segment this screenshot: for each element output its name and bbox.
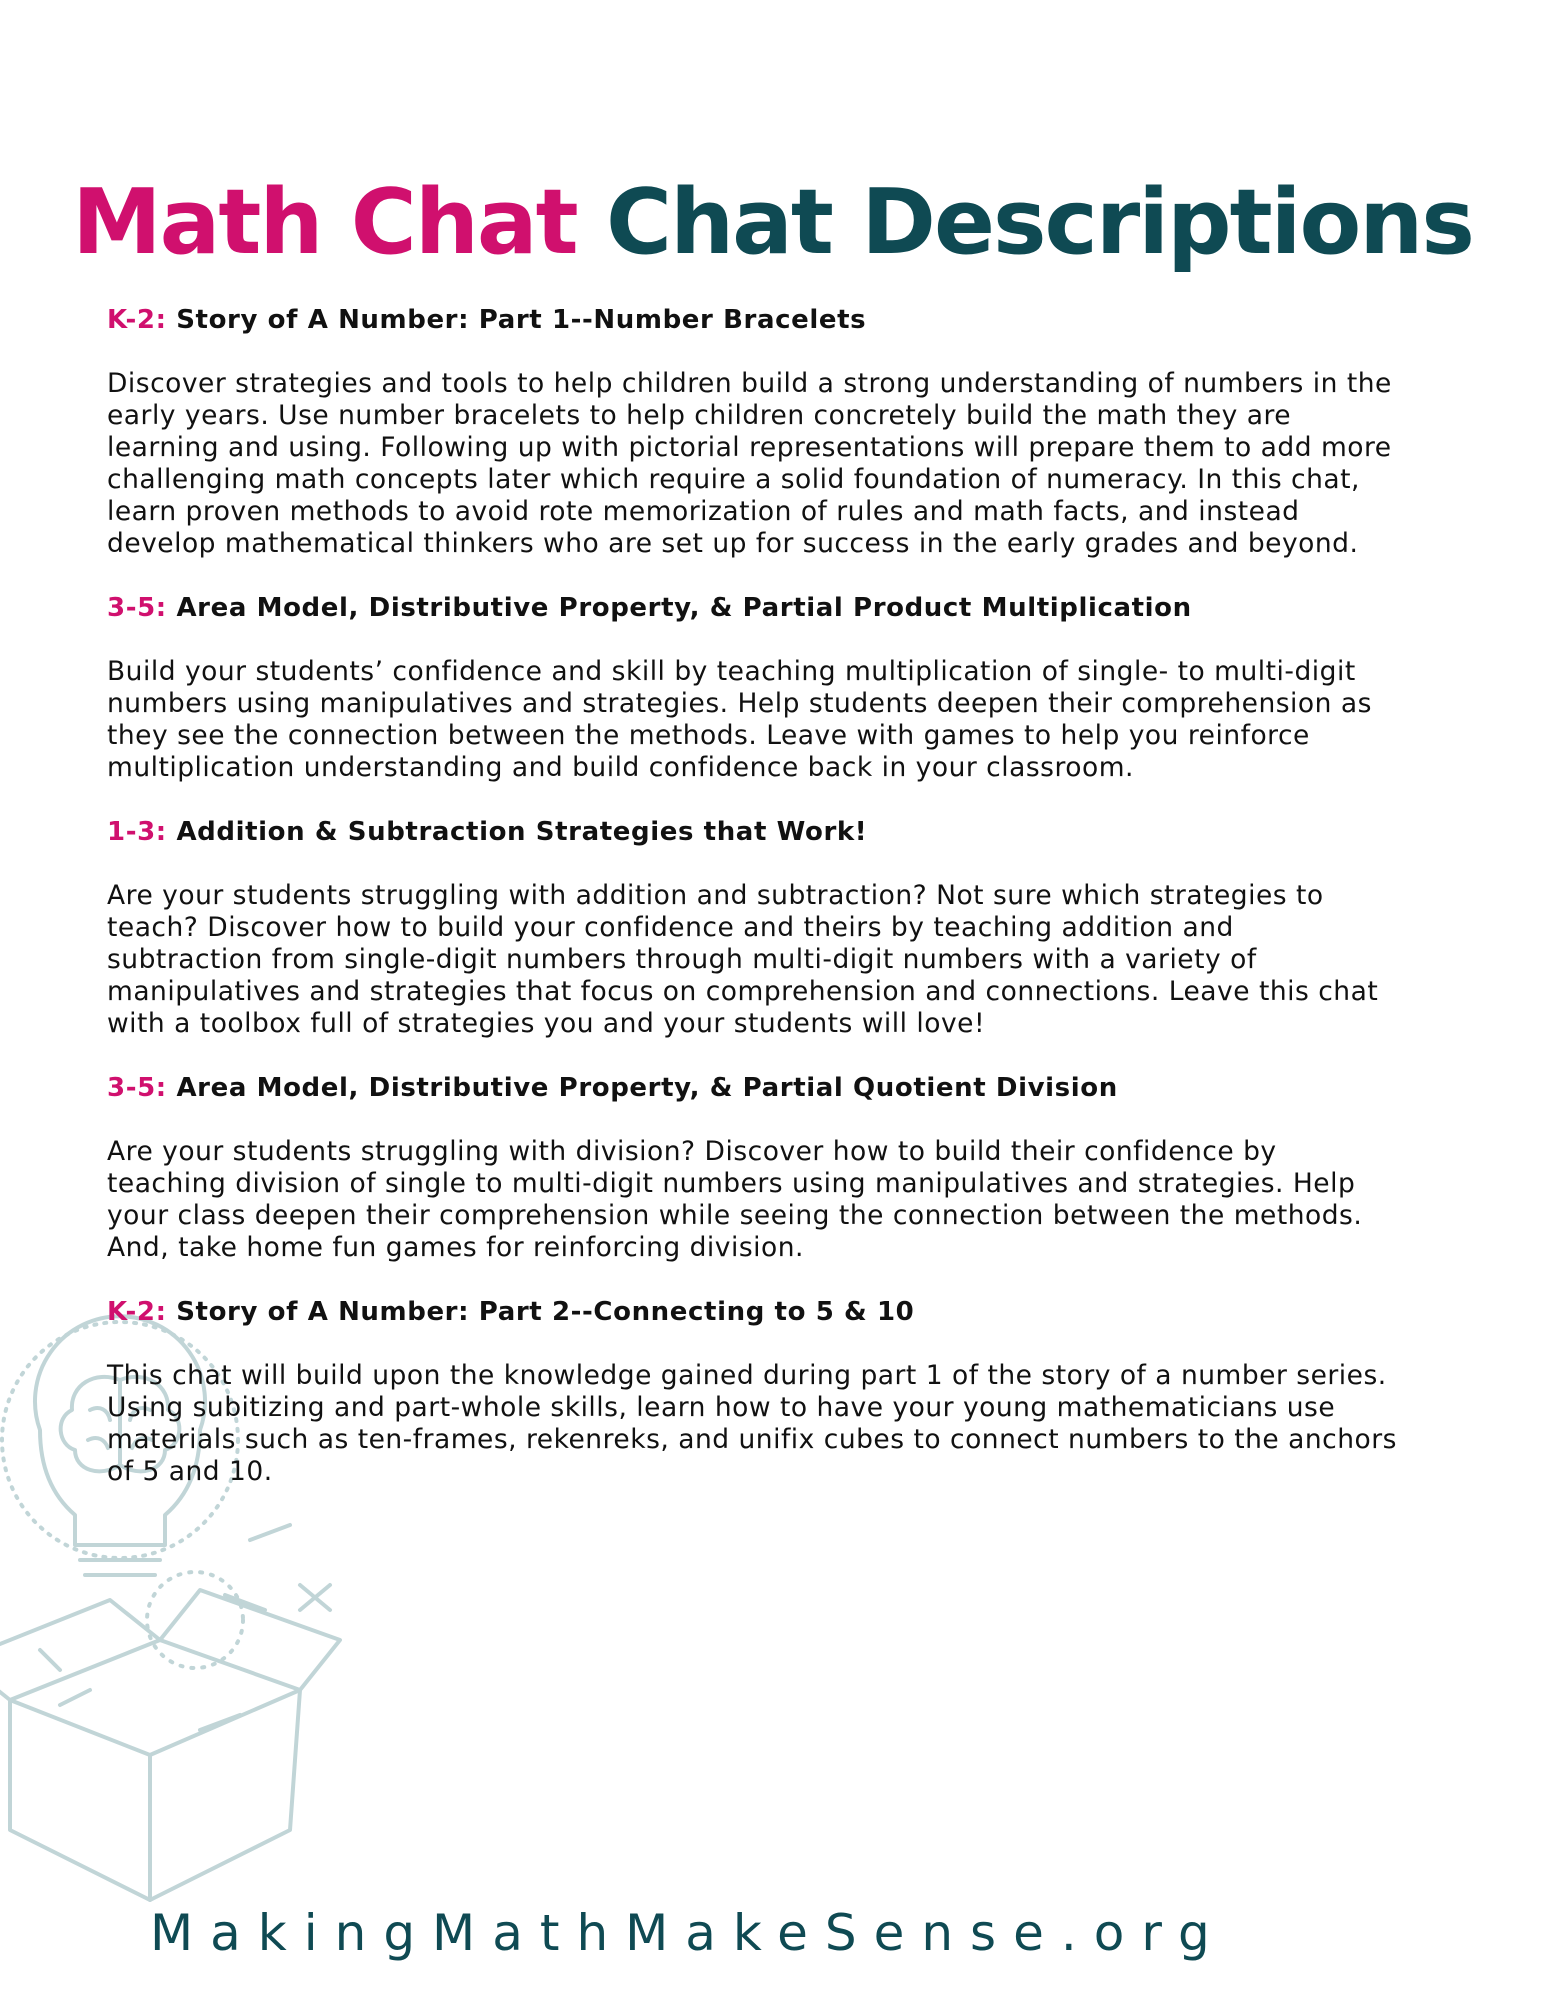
chat-title: Addition & Subtraction Strategies that Work! [176,817,868,847]
chat-heading [107,1296,1407,1328]
footer-website: MakingMathMakeSense.org [150,1904,1227,1962]
title-part-math-chat: Math Chat [72,170,577,276]
chat-title: Area Model, Distributive Property, & Partial Product Multiplication [176,593,1192,623]
grade-label: K-2: [107,305,167,335]
grade-label: 3-5: [107,1073,167,1103]
chat-section [107,816,1407,1040]
chat-title: Story of A Number: Part 2--Connecting to 5 & 10 [176,1297,915,1327]
chat-heading [107,592,1407,624]
grade-label: 1-3: [107,817,167,847]
title-part-chat-descriptions: Chat Descriptions [606,170,1473,276]
chat-section [107,304,1407,560]
chat-description: Are your students struggling with division? Discover how to build their confidence by teaching division of single to multi-digit numbers using manipulatives and strategies. Help your class deepen their comprehension while seeing the connection between the methods. And, take home fun games for reinforcing division. [107,1136,1363,1263]
chat-section [107,1072,1407,1264]
grade-label: 3-5: [107,593,167,623]
chat-section [107,592,1407,784]
chat-description: Are your students struggling with addition and subtraction? Not sure which strategies to teach? Discover how to build your confidence and theirs by teaching addition and subtraction from single-digit numbers through multi-digit numbers with a variety of manipulatives and strategies that focus on comprehension and connections. Leave this chat with a toolbox full of strategies you and your students will love! [107,880,1379,1039]
chat-description: Discover strategies and tools to help children build a strong understanding of numbers in the early years. Use number bracelets to help children concretely build the math they are learning and using. Following up with pictorial representations will prepare them to add more challenging math concepts later which require a solid foundation of numeracy. In this chat, learn proven methods to avoid rote memorization of rules and math facts, and instead develop mathematical thinkers who are set up for success in the early grades and beyond. [107,368,1392,559]
chat-heading [107,816,1407,848]
chat-heading [107,1072,1407,1104]
chat-descriptions-list [107,304,1407,1520]
page-title [0,170,1545,276]
grade-label: K-2: [107,1297,167,1327]
chat-title: Area Model, Distributive Property, & Partial Quotient Division [176,1073,1118,1103]
chat-description: This chat will build upon the knowledge gained during part 1 of the story of a number series. Using subitizing and part-whole skills, learn how to have your young mathematicians use materials such as ten-frames, rekenreks, and unifix cubes to connect numbers to the anchors of 5 and 10. [107,1360,1397,1487]
chat-title: Story of A Number: Part 1--Number Bracelets [176,305,867,335]
chat-description: Build your students’ confidence and skill by teaching multiplication of single- to multi-digit numbers using manipulatives and strategies. Help students deepen their comprehension as they see the connection between the methods. Leave with games to help you reinforce multiplication understanding and build confidence back in your classroom. [107,656,1372,783]
chat-heading [107,304,1407,336]
chat-section [107,1296,1407,1488]
